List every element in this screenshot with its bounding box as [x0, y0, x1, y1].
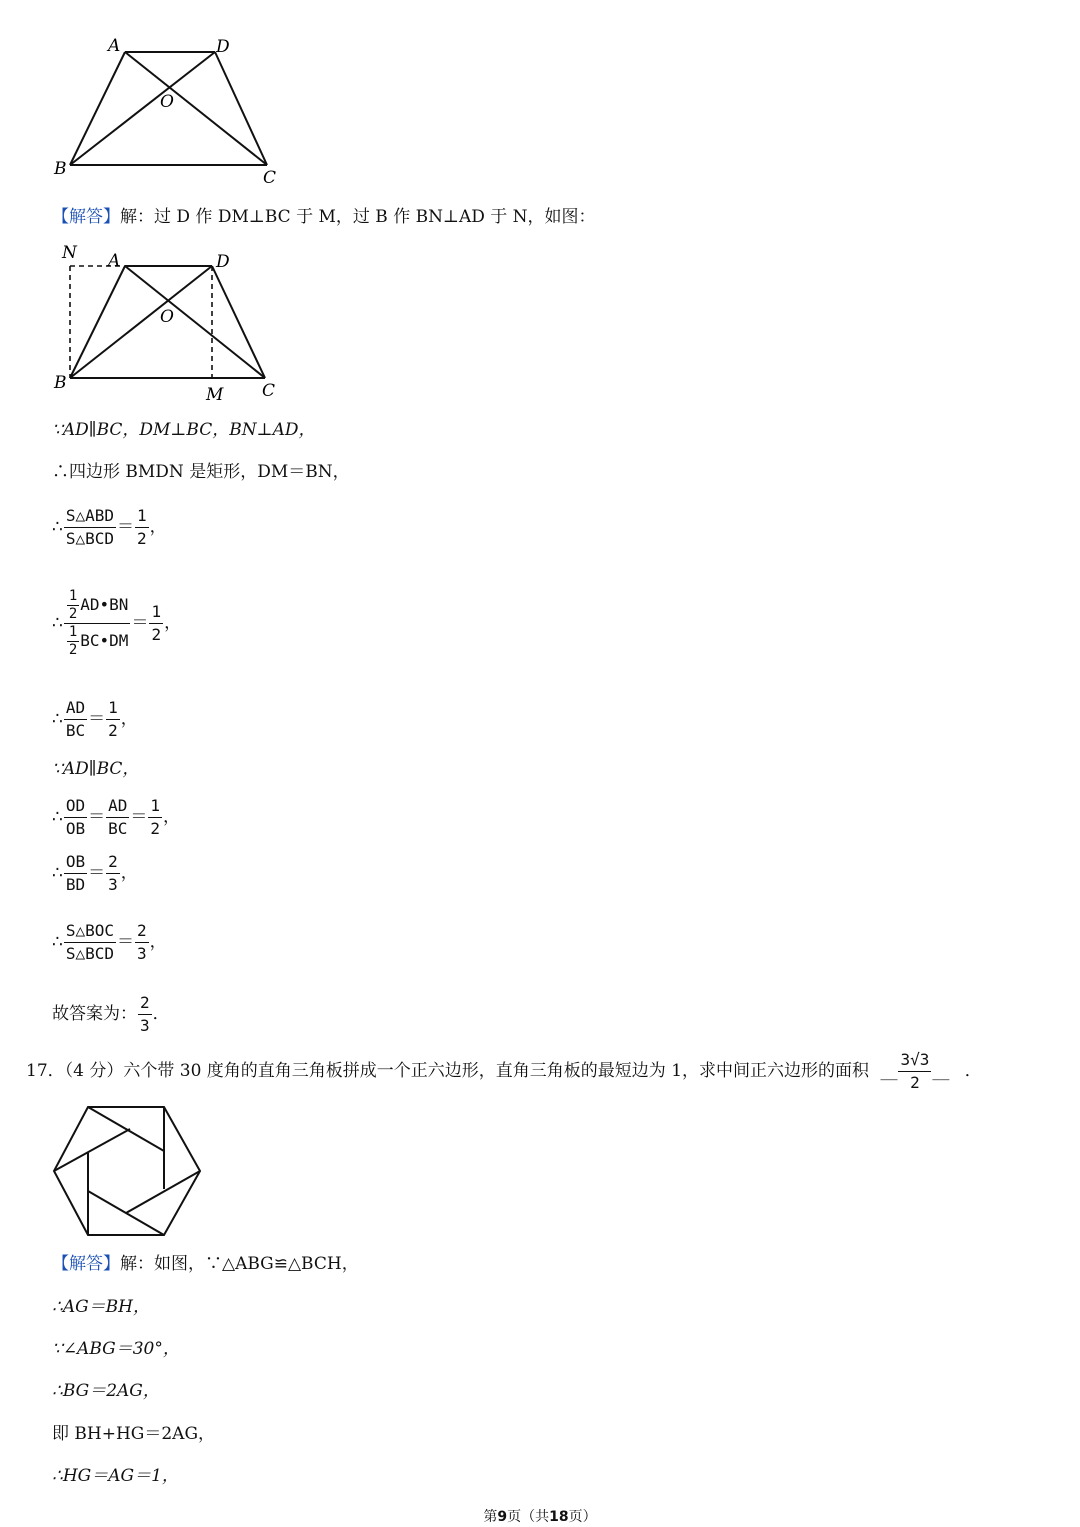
- ratio-area-boc-bcd: ∴ $\frac{\text{S△BOC}}{\text{S△BCD}}$ ＝ $\frac{2}{3}$ ，: [52, 921, 167, 963]
- page-footer: 第9页（共18页）: [483, 1509, 597, 1525]
- solution17-line6: ∴HG＝AG＝1，: [52, 1466, 179, 1486]
- question-17: 17．（4 分）六个带 30 度角的直角三角板拼成一个正六边形，直角三角板的最短边为 1，求中间正六边形的面积 __ $\frac{3√3}{2}$ __ ．: [26, 1050, 982, 1092]
- ratio-area-abd-bcd: ∴ $\frac{\text{S△ABD}}{\text{S△BCD}}$ ＝ $\frac{1}{2}$ ，: [52, 506, 167, 548]
- total-pages: 18: [549, 1509, 569, 1525]
- solution17-line3: ∵∠ABG＝30°，: [52, 1339, 180, 1359]
- ratio-half-products: ∴ $\frac{1}{2}$ AD•BN $\frac{1}{2}$ BC•DM ＝ $\frac{1}{2}$ ，: [52, 588, 182, 658]
- question-number: 17．（4 分）: [26, 1061, 124, 1081]
- label-a: A: [108, 36, 121, 56]
- trapezoid-figure-2: [50, 240, 290, 410]
- final-answer-16: 故答案为： $\frac{2}{3}$ ．: [52, 993, 170, 1035]
- label-c: C: [263, 168, 277, 188]
- label-d: D: [216, 37, 230, 57]
- label-n: N: [62, 243, 77, 263]
- label-o: O: [160, 92, 174, 112]
- ratio-ad-bc: ∴ $\frac{AD}{BC}$ ＝ $\frac{1}{2}$ ，: [52, 698, 138, 740]
- ratio-ob-bd: ∴ $\frac{OB}{BD}$ ＝ $\frac{2}{3}$ ，: [52, 852, 138, 894]
- solution16-parallel: ∵AD∥BC，: [52, 759, 140, 779]
- answer-tag: 【解答】: [52, 1254, 120, 1274]
- label-b: B: [54, 373, 67, 393]
- solution17-line4: ∴BG＝2AG，: [52, 1381, 160, 1401]
- hexagon-figure: [52, 1105, 204, 1239]
- solution16-intro: [52, 205, 596, 229]
- label-b: B: [54, 159, 67, 179]
- solution17-line1: 【解答】解：如图，∵△ABG≌△BCH，: [52, 1254, 359, 1274]
- answer-17: $\frac{3√3}{2}$: [900, 1050, 930, 1092]
- label-d: D: [216, 252, 230, 272]
- label-c: C: [262, 381, 276, 401]
- solution16-step1: ∵AD∥BC，DM⊥BC，BN⊥AD，: [52, 420, 316, 440]
- solution16-step2: ∴四边形 BMDN 是矩形，DM＝BN，: [52, 462, 350, 482]
- solution17-line5: 即 BH+HG＝2AG，: [52, 1424, 216, 1444]
- ratio-od-ob: ∴ $\frac{OD}{OB}$ ＝ $\frac{AD}{BC}$ ＝ $\frac{1}{2}$ ，: [52, 796, 180, 838]
- trapezoid-figure-1: [50, 35, 290, 190]
- page-number: 9: [497, 1509, 508, 1525]
- question-text: 六个带 30 度角的直角三角板拼成一个正六边形，直角三角板的最短边为 1，求中间正六边形的面积: [123, 1061, 870, 1081]
- answer-tag: 【解答】: [52, 207, 120, 227]
- label-a: A: [108, 251, 121, 271]
- intro-text: 解：过 D 作 DM⊥BC 于 M，过 B 作 BN⊥AD 于 N，如图：: [120, 207, 596, 227]
- label-m: M: [206, 385, 224, 405]
- label-o: O: [160, 307, 174, 327]
- solution17-line2: ∴AG＝BH，: [52, 1297, 150, 1317]
